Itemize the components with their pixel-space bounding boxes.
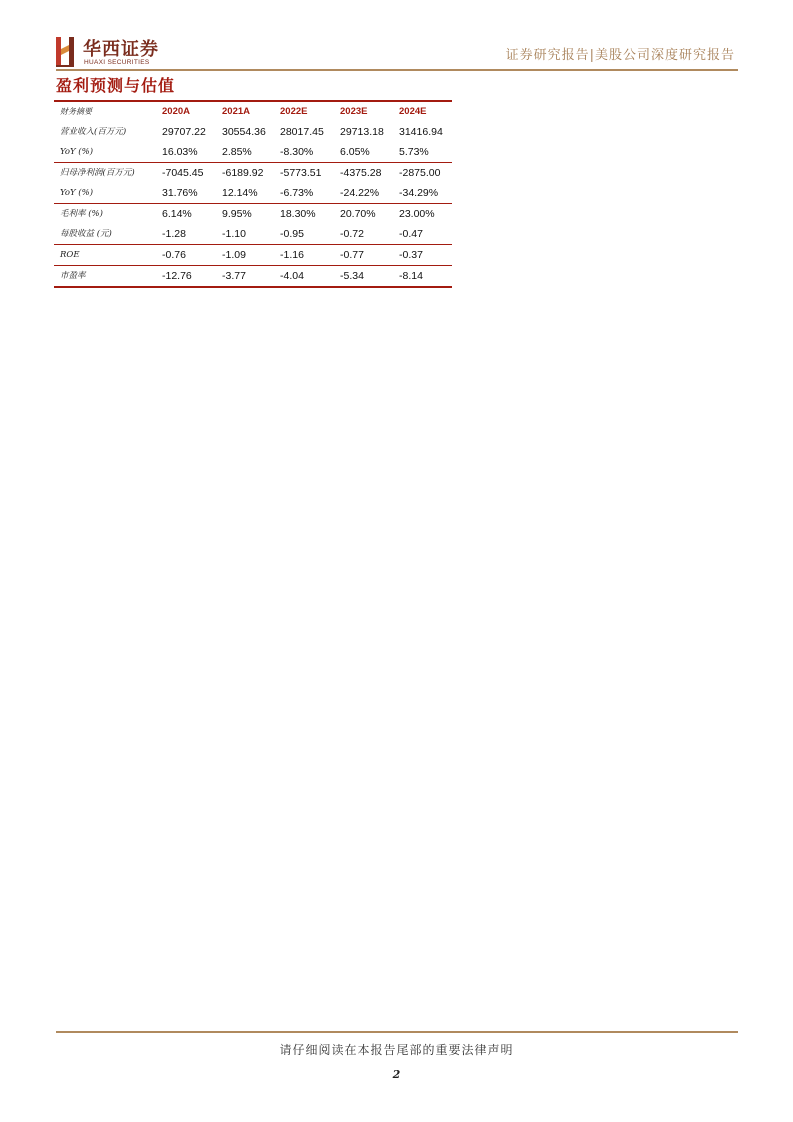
table-cell: -2875.00 (399, 167, 441, 179)
logo-english-name: HUAXI SECURITIES (84, 59, 150, 66)
table-cell: -1.09 (222, 249, 246, 261)
table-cell: -1.28 (162, 228, 186, 240)
table-cell: 30554.36 (222, 126, 266, 138)
table-cell: -6.73% (280, 187, 314, 199)
table-cell: -8.14 (399, 270, 423, 282)
table-cell: 31.76% (162, 187, 198, 199)
table-cell: -7045.45 (162, 167, 204, 179)
table-row-net-profit-yoy (54, 183, 452, 204)
table-cell: -34.29% (399, 187, 439, 199)
row-label: 每股收益 (元) (60, 229, 112, 239)
table-cell: -0.95 (280, 228, 304, 240)
table-cell: 29713.18 (340, 126, 384, 138)
row-label: 市盈率 (60, 271, 86, 281)
table-cell: -8.30% (280, 146, 314, 158)
financial-summary-table (54, 100, 452, 288)
report-type: 证券研究报告|美股公司深度研究报告 (505, 48, 735, 63)
table-cell: 6.14% (162, 208, 192, 220)
page-number: 2 (392, 1068, 401, 1081)
table-cell: 16.03% (162, 146, 198, 158)
row-label: YoY (%) (60, 188, 94, 198)
table-cell: 20.70% (340, 208, 376, 220)
logo-name: 华西证券 (83, 39, 159, 60)
table-cell: -3.77 (222, 270, 246, 282)
table-cell: -4.04 (280, 270, 304, 282)
table-cell: 6.05% (340, 146, 370, 158)
row-label: YoY (%) (60, 147, 94, 157)
column-header-2022e: 2022E (280, 106, 308, 117)
table-cell: -4375.28 (340, 167, 382, 179)
table-cell: -1.10 (222, 228, 246, 240)
section-title: 盈利预测与估值 (56, 76, 176, 95)
table-row-net-profit (54, 163, 452, 183)
company-logo (56, 35, 196, 71)
table-row-roe (54, 245, 452, 266)
header-divider (56, 69, 738, 71)
table-cell: 23.00% (399, 208, 435, 220)
row-label: ROE (60, 250, 80, 260)
table-cell: 18.30% (280, 208, 316, 220)
huaxi-logo-icon (56, 35, 78, 69)
table-cell: 31416.94 (399, 126, 443, 138)
row-label: 营业收入(百万元) (60, 127, 127, 137)
table-cell: 28017.45 (280, 126, 324, 138)
table-cell: -6189.92 (222, 167, 264, 179)
footer-divider (56, 1031, 738, 1033)
table-header-row (54, 102, 452, 122)
table-cell: -0.72 (340, 228, 364, 240)
column-header-2021a: 2021A (222, 106, 250, 117)
column-header-2020a: 2020A (162, 106, 190, 117)
table-cell: -0.47 (399, 228, 423, 240)
table-cell: -5.34 (340, 270, 364, 282)
legal-disclaimer: 请仔细阅读在本报告尾部的重要法律声明 (279, 1043, 514, 1057)
table-cell: -0.37 (399, 249, 423, 261)
table-cell: 9.95% (222, 208, 252, 220)
table-cell: -0.77 (340, 249, 364, 261)
table-cell: -5773.51 (280, 167, 322, 179)
column-header-2024e: 2024E (399, 106, 427, 117)
table-cell: 29707.22 (162, 126, 206, 138)
table-cell: -12.76 (162, 270, 192, 282)
table-row-revenue-yoy (54, 142, 452, 163)
table-cell: -0.76 (162, 249, 186, 261)
table-row-revenue (54, 122, 452, 142)
column-header-2023e: 2023E (340, 106, 368, 117)
table-cell: 5.73% (399, 146, 429, 158)
column-header-label: 财务摘要 (60, 107, 92, 116)
table-row-gross-margin (54, 204, 452, 224)
table-cell: 12.14% (222, 187, 258, 199)
row-label: 归母净利润(百万元) (60, 168, 135, 178)
table-row-eps (54, 224, 452, 245)
table-cell: -1.16 (280, 249, 304, 261)
table-row-pe-ratio (54, 266, 452, 288)
table-cell: -24.22% (340, 187, 380, 199)
row-label: 毛利率 (%) (60, 209, 103, 219)
table-cell: 2.85% (222, 146, 252, 158)
